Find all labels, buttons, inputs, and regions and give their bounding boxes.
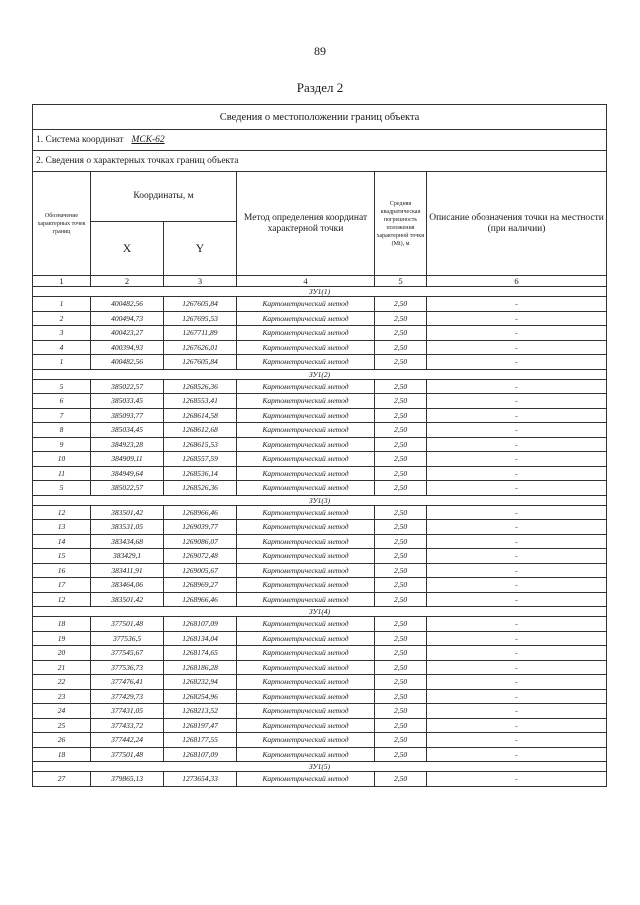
point-number: 24 xyxy=(33,704,91,719)
method: Картометрический метод xyxy=(237,689,375,704)
table-row xyxy=(33,340,607,355)
coord-y: 1267605,84 xyxy=(164,297,237,312)
coord-y: 1268966,46 xyxy=(164,505,237,520)
error-value: 2,50 xyxy=(375,481,427,496)
error-value: 2,50 xyxy=(375,311,427,326)
method: Картометрический метод xyxy=(237,646,375,661)
header-error: Средняя квадратическая погрешность положения характерной точки (Mt), м xyxy=(375,172,427,276)
description: - xyxy=(427,617,607,632)
coord-y: 1268186,28 xyxy=(164,660,237,675)
point-number: 19 xyxy=(33,631,91,646)
table-row xyxy=(33,733,607,748)
lot-name: ЗУ1(4) xyxy=(33,607,607,617)
method: Картометрический метод xyxy=(237,481,375,496)
lot-name: ЗУ1(2) xyxy=(33,369,607,379)
points-title: 2. Сведения о характерных точках границ объекта xyxy=(33,151,607,172)
table-row xyxy=(33,689,607,704)
table-row xyxy=(33,660,607,675)
method: Картометрический метод xyxy=(237,355,375,370)
table-row xyxy=(33,452,607,467)
method: Картометрический метод xyxy=(237,772,375,787)
coord-x: 384909,11 xyxy=(91,452,164,467)
point-number: 17 xyxy=(33,578,91,593)
point-number: 5 xyxy=(33,379,91,394)
table-row xyxy=(33,772,607,787)
method: Картометрический метод xyxy=(237,718,375,733)
section-title: Раздел 2 xyxy=(296,80,344,95)
col-number: 1 xyxy=(33,276,91,287)
col-number: 2 xyxy=(91,276,164,287)
header-method: Метод определения координат характерной точки xyxy=(237,172,375,276)
method: Картометрический метод xyxy=(237,505,375,520)
method: Картометрический метод xyxy=(237,326,375,341)
coord-x: 377545,67 xyxy=(91,646,164,661)
table-row xyxy=(33,466,607,481)
error-value: 2,50 xyxy=(375,772,427,787)
table-row xyxy=(33,408,607,423)
method: Картометрический метод xyxy=(237,340,375,355)
coord-y: 1269005,67 xyxy=(164,563,237,578)
boundary-table xyxy=(32,104,607,787)
method: Картометрический метод xyxy=(237,592,375,607)
point-number: 10 xyxy=(33,452,91,467)
coord-y: 1268615,53 xyxy=(164,437,237,452)
point-number: 23 xyxy=(33,689,91,704)
col-number: 6 xyxy=(427,276,607,287)
point-number: 20 xyxy=(33,646,91,661)
coord-y: 1268232,94 xyxy=(164,675,237,690)
error-value: 2,50 xyxy=(375,747,427,762)
coord-y: 1268536,14 xyxy=(164,466,237,481)
error-value: 2,50 xyxy=(375,660,427,675)
point-number: 1 xyxy=(33,297,91,312)
table-row xyxy=(33,520,607,535)
description: - xyxy=(427,747,607,762)
table-row xyxy=(33,355,607,370)
point-number: 1 xyxy=(33,355,91,370)
description: - xyxy=(427,297,607,312)
coord-y: 1267605,84 xyxy=(164,355,237,370)
description: - xyxy=(427,423,607,438)
error-value: 2,50 xyxy=(375,394,427,409)
description: - xyxy=(427,592,607,607)
coord-x: 377501,48 xyxy=(91,747,164,762)
point-number: 3 xyxy=(33,326,91,341)
coord-x: 383501,42 xyxy=(91,505,164,520)
method: Картометрический метод xyxy=(237,379,375,394)
coord-y: 1267711,89 xyxy=(164,326,237,341)
coord-x: 385033,45 xyxy=(91,394,164,409)
coord-y: 1268174,65 xyxy=(164,646,237,661)
table-row xyxy=(33,423,607,438)
point-number: 21 xyxy=(33,660,91,675)
coord-x: 400494,73 xyxy=(91,311,164,326)
point-number: 14 xyxy=(33,534,91,549)
lot-row xyxy=(33,607,607,617)
method: Картометрический метод xyxy=(237,733,375,748)
method: Картометрический метод xyxy=(237,675,375,690)
coord-x: 383411,91 xyxy=(91,563,164,578)
point-number: 7 xyxy=(33,408,91,423)
table-row xyxy=(33,578,607,593)
error-value: 2,50 xyxy=(375,505,427,520)
method: Картометрический метод xyxy=(237,452,375,467)
description: - xyxy=(427,355,607,370)
coord-x: 377536,73 xyxy=(91,660,164,675)
coord-y: 1273654,33 xyxy=(164,772,237,787)
error-value: 2,50 xyxy=(375,534,427,549)
coord-x: 377476,41 xyxy=(91,675,164,690)
method: Картометрический метод xyxy=(237,660,375,675)
method: Картометрический метод xyxy=(237,408,375,423)
coord-y: 1268526,36 xyxy=(164,379,237,394)
description: - xyxy=(427,675,607,690)
point-number: 9 xyxy=(33,437,91,452)
method: Картометрический метод xyxy=(237,631,375,646)
method: Картометрический метод xyxy=(237,437,375,452)
description: - xyxy=(427,466,607,481)
coord-system-label: 1. Система координат xyxy=(36,135,124,145)
table-row xyxy=(33,297,607,312)
method: Картометрический метод xyxy=(237,563,375,578)
col-number: 4 xyxy=(237,276,375,287)
point-number: 15 xyxy=(33,549,91,564)
header-x: X xyxy=(91,222,164,276)
table-row xyxy=(33,617,607,632)
point-number: 13 xyxy=(33,520,91,535)
table-row xyxy=(33,534,607,549)
error-value: 2,50 xyxy=(375,326,427,341)
coord-y: 1268526,36 xyxy=(164,481,237,496)
error-value: 2,50 xyxy=(375,379,427,394)
lot-row xyxy=(33,495,607,505)
coord-x: 377536,5 xyxy=(91,631,164,646)
point-number: 27 xyxy=(33,772,91,787)
point-number: 18 xyxy=(33,747,91,762)
coord-y: 1268553,41 xyxy=(164,394,237,409)
description: - xyxy=(427,340,607,355)
description: - xyxy=(427,408,607,423)
table-row xyxy=(33,394,607,409)
description: - xyxy=(427,718,607,733)
error-value: 2,50 xyxy=(375,631,427,646)
table-row xyxy=(33,747,607,762)
coord-x: 379865,13 xyxy=(91,772,164,787)
coord-x: 400482,56 xyxy=(91,355,164,370)
coord-x: 400423,27 xyxy=(91,326,164,341)
description: - xyxy=(427,689,607,704)
description: - xyxy=(427,563,607,578)
point-number: 18 xyxy=(33,617,91,632)
description: - xyxy=(427,534,607,549)
coord-x: 377501,48 xyxy=(91,617,164,632)
error-value: 2,50 xyxy=(375,549,427,564)
lot-name: ЗУ1(1) xyxy=(33,287,607,297)
method: Картометрический метод xyxy=(237,297,375,312)
table-row xyxy=(33,505,607,520)
table-row xyxy=(33,379,607,394)
coord-y: 1268557,59 xyxy=(164,452,237,467)
coord-x: 384949,64 xyxy=(91,466,164,481)
description: - xyxy=(427,733,607,748)
point-number: 5 xyxy=(33,481,91,496)
coord-x: 383429,1 xyxy=(91,549,164,564)
table-row xyxy=(33,563,607,578)
method: Картометрический метод xyxy=(237,704,375,719)
error-value: 2,50 xyxy=(375,646,427,661)
method: Картометрический метод xyxy=(237,466,375,481)
coord-x: 385093,77 xyxy=(91,408,164,423)
coord-x: 400482,56 xyxy=(91,297,164,312)
error-value: 2,50 xyxy=(375,704,427,719)
error-value: 2,50 xyxy=(375,520,427,535)
lot-row xyxy=(33,287,607,297)
method: Картометрический метод xyxy=(237,549,375,564)
description: - xyxy=(427,452,607,467)
method: Картометрический метод xyxy=(237,617,375,632)
header-description: Описание обозначения точки на местности (при наличии) xyxy=(427,172,607,276)
error-value: 2,50 xyxy=(375,423,427,438)
table-row xyxy=(33,326,607,341)
description: - xyxy=(427,505,607,520)
coord-x: 385034,45 xyxy=(91,423,164,438)
point-number: 2 xyxy=(33,311,91,326)
coord-x: 400394,93 xyxy=(91,340,164,355)
header-y: Y xyxy=(164,222,237,276)
coord-y: 1268614,58 xyxy=(164,408,237,423)
point-number: 22 xyxy=(33,675,91,690)
coord-x: 377429,73 xyxy=(91,689,164,704)
coord-x: 377433,72 xyxy=(91,718,164,733)
coord-x: 377442,24 xyxy=(91,733,164,748)
error-value: 2,50 xyxy=(375,466,427,481)
description: - xyxy=(427,631,607,646)
description: - xyxy=(427,379,607,394)
error-value: 2,50 xyxy=(375,578,427,593)
coord-y: 1269039,77 xyxy=(164,520,237,535)
boundary-table-container xyxy=(32,104,606,787)
error-value: 2,50 xyxy=(375,733,427,748)
table-row xyxy=(33,311,607,326)
coord-x: 385022,57 xyxy=(91,379,164,394)
error-value: 2,50 xyxy=(375,592,427,607)
description: - xyxy=(427,326,607,341)
description: - xyxy=(427,481,607,496)
coord-y: 1268107,09 xyxy=(164,617,237,632)
error-value: 2,50 xyxy=(375,437,427,452)
table-title: Сведения о местоположении границ объекта xyxy=(33,105,607,130)
coord-x: 385022,57 xyxy=(91,481,164,496)
error-value: 2,50 xyxy=(375,355,427,370)
table-row xyxy=(33,592,607,607)
error-value: 2,50 xyxy=(375,408,427,423)
col-number: 5 xyxy=(375,276,427,287)
coord-x: 383464,06 xyxy=(91,578,164,593)
point-number: 12 xyxy=(33,505,91,520)
coord-x: 383501,42 xyxy=(91,592,164,607)
page-number: 89 xyxy=(314,44,326,58)
method: Картометрический метод xyxy=(237,311,375,326)
header-point-label: Обозначение характерных точек границ xyxy=(33,172,91,276)
coord-x: 377431,05 xyxy=(91,704,164,719)
coord-y: 1269086,07 xyxy=(164,534,237,549)
description: - xyxy=(427,646,607,661)
point-number: 12 xyxy=(33,592,91,607)
description: - xyxy=(427,311,607,326)
table-row xyxy=(33,437,607,452)
coord-y: 1268254,96 xyxy=(164,689,237,704)
point-number: 25 xyxy=(33,718,91,733)
description: - xyxy=(427,394,607,409)
table-row xyxy=(33,675,607,690)
point-number: 26 xyxy=(33,733,91,748)
method: Картометрический метод xyxy=(237,520,375,535)
point-number: 6 xyxy=(33,394,91,409)
coord-y: 1268197,47 xyxy=(164,718,237,733)
coord-x: 384923,28 xyxy=(91,437,164,452)
coord-y: 1268213,52 xyxy=(164,704,237,719)
coord-x: 383531,05 xyxy=(91,520,164,535)
table-row xyxy=(33,481,607,496)
coord-system-row xyxy=(33,130,607,151)
lot-name: ЗУ1(3) xyxy=(33,495,607,505)
description: - xyxy=(427,660,607,675)
table-row xyxy=(33,549,607,564)
error-value: 2,50 xyxy=(375,617,427,632)
point-number: 11 xyxy=(33,466,91,481)
method: Картометрический метод xyxy=(237,747,375,762)
coord-x: 383434,68 xyxy=(91,534,164,549)
error-value: 2,50 xyxy=(375,452,427,467)
lot-row xyxy=(33,369,607,379)
col-number: 3 xyxy=(164,276,237,287)
table-row xyxy=(33,718,607,733)
description: - xyxy=(427,578,607,593)
point-number: 4 xyxy=(33,340,91,355)
coord-y: 1268177,55 xyxy=(164,733,237,748)
method: Картометрический метод xyxy=(237,578,375,593)
table-row xyxy=(33,631,607,646)
coord-y: 1268612,68 xyxy=(164,423,237,438)
error-value: 2,50 xyxy=(375,689,427,704)
coord-y: 1267626,01 xyxy=(164,340,237,355)
error-value: 2,50 xyxy=(375,340,427,355)
lot-name: ЗУ1(5) xyxy=(33,762,607,772)
error-value: 2,50 xyxy=(375,297,427,312)
coord-y: 1268969,27 xyxy=(164,578,237,593)
point-number: 16 xyxy=(33,563,91,578)
lot-row xyxy=(33,762,607,772)
coord-y: 1268966,46 xyxy=(164,592,237,607)
description: - xyxy=(427,549,607,564)
table-row xyxy=(33,646,607,661)
coord-y: 1267695,53 xyxy=(164,311,237,326)
description: - xyxy=(427,520,607,535)
coord-y: 1269072,48 xyxy=(164,549,237,564)
method: Картометрический метод xyxy=(237,423,375,438)
error-value: 2,50 xyxy=(375,675,427,690)
method: Картометрический метод xyxy=(237,534,375,549)
header-coords: Координаты, м xyxy=(91,172,237,222)
coord-y: 1268134,04 xyxy=(164,631,237,646)
description: - xyxy=(427,437,607,452)
error-value: 2,50 xyxy=(375,563,427,578)
description: - xyxy=(427,704,607,719)
error-value: 2,50 xyxy=(375,718,427,733)
description: - xyxy=(427,772,607,787)
method: Картометрический метод xyxy=(237,394,375,409)
point-number: 8 xyxy=(33,423,91,438)
table-row xyxy=(33,704,607,719)
coord-system-value: МСК-62 xyxy=(131,135,165,145)
coord-y: 1268107,09 xyxy=(164,747,237,762)
